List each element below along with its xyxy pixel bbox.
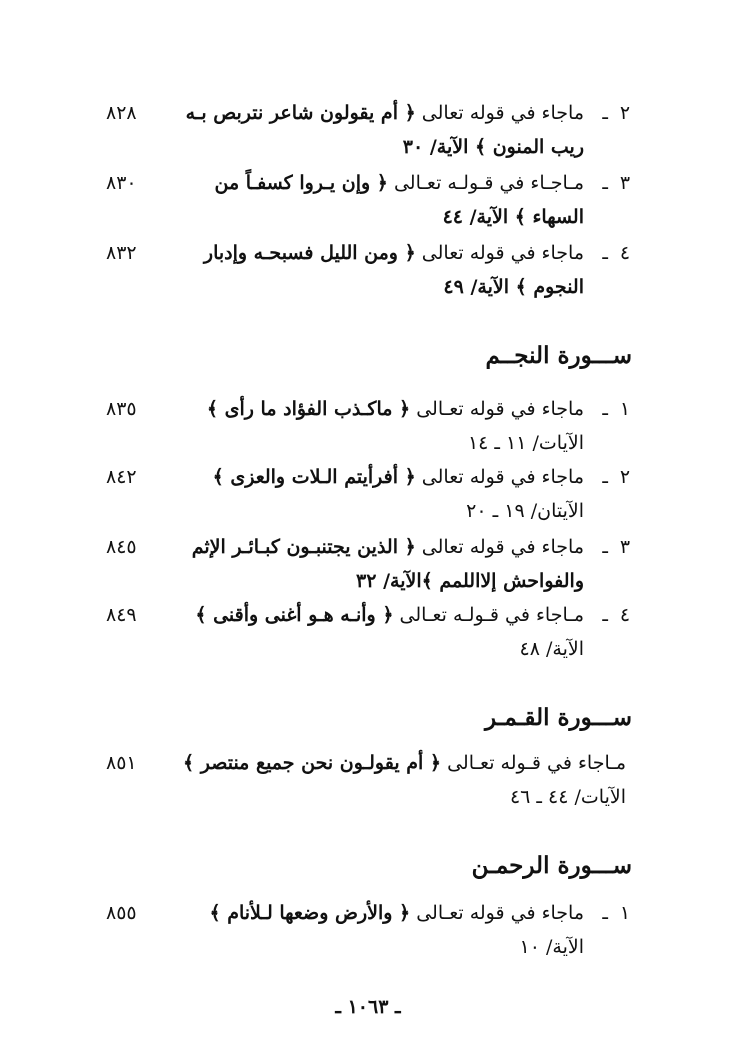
entry-number: ١ bbox=[619, 902, 631, 924]
toc-entry-line-1 bbox=[96, 896, 636, 930]
entry-continuation: ريب المنون ﴾ الآية/ ٣٠ bbox=[402, 136, 584, 158]
entry-dash: ـ bbox=[602, 466, 608, 488]
entry-dash: ـ bbox=[602, 398, 608, 420]
toc-entry bbox=[96, 392, 636, 460]
entry-continuation: الآيتان/ ١٩ ـ ٢٠ bbox=[466, 500, 584, 522]
toc-entry-line-2 bbox=[96, 780, 636, 814]
entry-quote: ﴿ وأنـه هـو أغنى وأقنى ﴾ bbox=[195, 604, 394, 626]
entry-text bbox=[183, 746, 626, 780]
section-heading-rahman: ســـورة الرحمـن bbox=[471, 852, 632, 879]
entry-page-number: ٨٤٩ bbox=[106, 604, 137, 626]
toc-entry bbox=[96, 746, 636, 814]
entry-intro: ماجاء في قوله تعالى bbox=[421, 466, 584, 488]
toc-entry-line-1 bbox=[96, 236, 636, 270]
entry-text bbox=[209, 896, 584, 930]
toc-entry-line-2 bbox=[96, 130, 636, 164]
entry-page-number: ٨٣٥ bbox=[106, 398, 137, 420]
entry-number: ٢ bbox=[619, 466, 631, 488]
entry-quote: ﴿ وإن يـروا كسفـاً من bbox=[214, 172, 388, 194]
entry-continuation: السهاء ﴾ الآية/ ٤٤ bbox=[442, 206, 584, 228]
entry-dash: ـ bbox=[602, 536, 608, 558]
entry-quote: ﴿ أم يقولـون نحن جميع منتصر ﴾ bbox=[183, 752, 442, 774]
toc-entry-line-2 bbox=[96, 270, 636, 304]
entry-intro: ماجاء في قوله تعالى bbox=[421, 536, 584, 558]
entry-text bbox=[192, 530, 584, 564]
toc-entry-line-1 bbox=[96, 530, 636, 564]
toc-entry-line-2 bbox=[96, 930, 636, 964]
entry-intro: ماجاء في قوله تعـالى bbox=[416, 398, 584, 420]
entry-quote: ﴿ ومن الليل فسبحـه وإدبار bbox=[203, 242, 416, 264]
entry-text bbox=[195, 598, 584, 632]
entry-dash: ـ bbox=[602, 172, 608, 194]
entry-quote: ﴿ ماكـذب الفؤاد ما رأى ﴾ bbox=[206, 398, 411, 420]
entry-continuation: الآية/ ٤٨ bbox=[519, 638, 584, 660]
entry-page-number: ٨٣٠ bbox=[106, 172, 137, 194]
entry-page-number: ٨٥٥ bbox=[106, 902, 137, 924]
toc-entry-line-1 bbox=[96, 166, 636, 200]
page-number-footer: ـ ١٠٦٣ ـ bbox=[335, 996, 401, 1018]
entry-dash: ـ bbox=[602, 902, 608, 924]
entry-number: ٤ bbox=[619, 604, 631, 626]
toc-entry bbox=[96, 166, 636, 234]
entry-page-number: ٨٢٨ bbox=[106, 102, 137, 124]
entry-quote: ﴿ أفرأيتم الـلات والعزى ﴾ bbox=[212, 466, 416, 488]
entry-text bbox=[186, 96, 584, 130]
entry-text bbox=[215, 166, 585, 200]
entry-number: ٤ bbox=[619, 242, 631, 264]
entry-continuation: الآية/ ١٠ bbox=[519, 936, 584, 958]
toc-entry bbox=[96, 530, 636, 598]
entry-page-number: ٨٤٥ bbox=[106, 536, 137, 558]
entry-intro: ماجاء في قوله تعالى bbox=[421, 242, 584, 264]
entry-text bbox=[207, 392, 584, 426]
toc-entry-line-1 bbox=[96, 598, 636, 632]
toc-entry-line-2 bbox=[96, 426, 636, 460]
entry-text bbox=[213, 460, 584, 494]
toc-entry-line-2 bbox=[96, 494, 636, 528]
entry-intro: مـاجاء في قـوله تعـالى bbox=[447, 752, 626, 774]
toc-entry-line-1 bbox=[96, 460, 636, 494]
entry-intro: ماجاء في قوله تعالى bbox=[421, 102, 584, 124]
entry-page-number: ٨٣٢ bbox=[106, 242, 137, 264]
entry-continuation: والفواحش إلااللمم ﴾الآية/ ٣٢ bbox=[356, 570, 584, 592]
section-heading-najm: ســـورة النجــم bbox=[485, 342, 632, 369]
entry-number: ٣ bbox=[619, 536, 631, 558]
entry-intro: ماجاء في قوله تعـالى bbox=[416, 902, 584, 924]
entry-intro: مـاجـاء في قـولـه تعـالى bbox=[393, 172, 584, 194]
entry-page-number: ٨٤٢ bbox=[106, 466, 137, 488]
entry-number: ١ bbox=[619, 398, 631, 420]
toc-entry bbox=[96, 236, 636, 304]
toc-entry-line-2 bbox=[96, 632, 636, 666]
entry-continuation: النجوم ﴾ الآية/ ٤٩ bbox=[443, 276, 584, 298]
entry-dash: ـ bbox=[602, 242, 608, 264]
toc-entry bbox=[96, 96, 636, 164]
toc-entry-line-1 bbox=[96, 96, 636, 130]
entry-dash: ـ bbox=[602, 604, 608, 626]
toc-entry bbox=[96, 598, 636, 666]
toc-entry-line-2 bbox=[96, 200, 636, 234]
entry-number: ٢ bbox=[619, 102, 631, 124]
entry-intro: مـاجاء في قـولـه تعـالى bbox=[399, 604, 584, 626]
toc-entry bbox=[96, 460, 636, 528]
entry-quote: ﴿ الذين يجتنبـون كبـائـر الإثم bbox=[191, 536, 416, 558]
entry-continuation: الآيات/ ٤٤ ـ ٤٦ bbox=[509, 786, 626, 808]
toc-entry bbox=[96, 896, 636, 964]
toc-entry-line-1 bbox=[96, 746, 636, 780]
entry-page-number: ٨٥١ bbox=[106, 752, 137, 774]
entry-quote: ﴿ أم يقولون شاعر نتربص بـه bbox=[185, 102, 416, 124]
toc-entry-line-2 bbox=[96, 564, 636, 598]
entry-dash: ـ bbox=[602, 102, 608, 124]
toc-entry-line-1 bbox=[96, 392, 636, 426]
entry-number: ٣ bbox=[619, 172, 631, 194]
entry-quote: ﴿ والأرض وضعها لـلأنام ﴾ bbox=[209, 902, 411, 924]
entry-continuation: الآيات/ ١١ ـ ١٤ bbox=[467, 432, 584, 454]
section-heading-qamar: ســـورة القـمـر bbox=[484, 704, 632, 731]
entry-text bbox=[204, 236, 584, 270]
